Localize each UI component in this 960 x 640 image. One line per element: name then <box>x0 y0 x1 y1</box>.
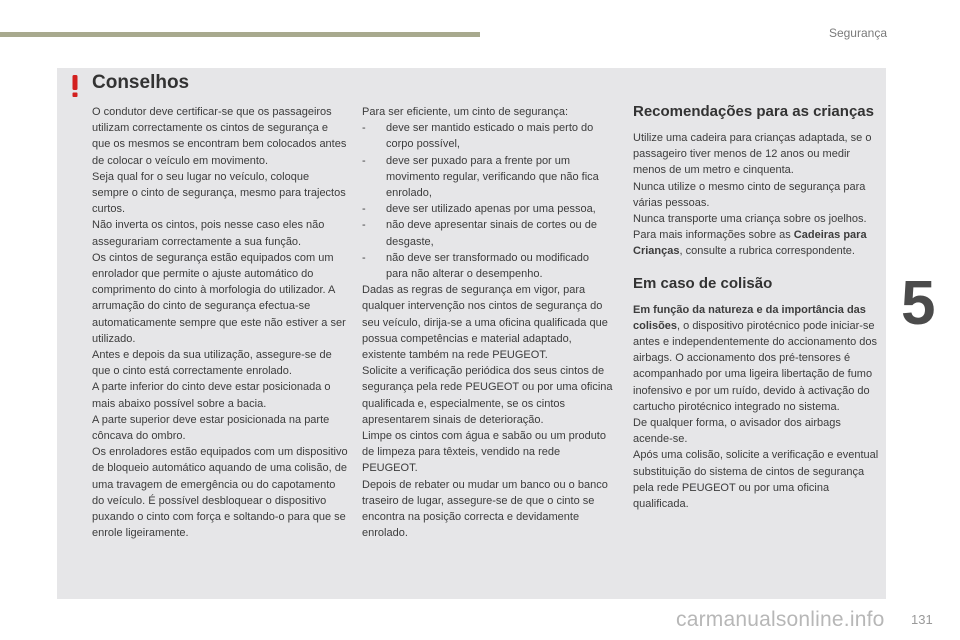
list-item-text: deve ser utilizado apenas por uma pessoa, <box>386 203 596 216</box>
page-number: 131 <box>911 612 933 627</box>
paragraph: Limpe os cintos com água e sabão ou um produto de limpeza para têxteis, vendido na rede PEUGEOT. <box>362 430 606 475</box>
child-seats-reference: Cadeiras para Crianças <box>633 229 867 258</box>
paragraph: Dadas as regras de segurança em vigor, para qualquer intervenção nos cintos de segurança do seu veículo, dirija-se a uma oficina qualificada que possua competências e material adaptado, existente também na rede PEUGEOT. <box>362 284 608 362</box>
column-1 <box>92 104 348 541</box>
paragraph: A parte superior deve estar posicionada na parte côncava do ombro. <box>92 413 330 443</box>
section-title: Segurança <box>828 26 887 40</box>
chapter-number: 5 <box>901 269 936 338</box>
paragraph: Os cintos de segurança estão equipados com um enrolador que permite o ajuste automático do comprimento do cinto à morfologia do utilizador. A arrumação do cinto de segurança efectua-se automaticamente sempre que este não estiver a ser utilizado. <box>92 251 346 345</box>
children-heading: Recomendações para as crianças <box>633 103 874 120</box>
list-item <box>362 120 614 152</box>
column-2 <box>362 104 614 541</box>
warning-icon <box>66 74 84 98</box>
list-dash: - <box>362 154 366 167</box>
list-item <box>362 153 614 202</box>
paragraph: A parte inferior do cinto deve estar posicionada o mais abaixo possível sobre a bacia. <box>92 381 331 410</box>
header-rule <box>0 32 480 37</box>
list-item <box>362 201 614 217</box>
paragraph: Depois de rebater ou mudar um banco ou o banco traseiro de lugar, assegure-se de que o cinto se encontra na posição correcta e devidamente enrolado. <box>362 478 608 540</box>
paragraph: Após uma colisão, solicite a verificação e eventual substituição do sistema de cintos de segurança pela rede PEUGEOT ou por uma oficina qualificada. <box>633 449 879 511</box>
list-item-text: deve ser mantido esticado o mais perto do corpo possível, <box>386 122 594 151</box>
list-dash: - <box>362 122 366 135</box>
text: , o dispositivo pirotécnico pode iniciar-se antes e independentemente do accionamento dos airbags. O accionamento dos pré-tensores é acompanhado por uma ligeira libertação de fumo inofensivo e por um ruído, devido à activação do cartucho pirotécnico integrado no sistema. <box>633 319 878 413</box>
paragraph: O condutor deve certificar-se que os passageiros utilizam correctamente os cintos de segurança e que os mesmos se encontram bem colocados antes de colocar o veículo em movimento. <box>92 106 347 167</box>
list-item <box>362 217 614 249</box>
paragraph: Nunca utilize o mesmo cinto de segurança para várias pessoas. <box>633 180 866 209</box>
list-item <box>362 250 614 282</box>
paragraph <box>633 302 881 415</box>
column-3 <box>633 104 881 512</box>
list-intro: Para ser eficiente, um cinto de segurança: <box>362 106 569 118</box>
list-item-text: não deve apresentar sinais de cortes ou de desgaste, <box>386 219 597 248</box>
text: , consulte a rubrica correspondente. <box>679 245 855 258</box>
paragraph: Nunca transporte uma criança sobre os joelhos. <box>633 213 867 226</box>
paragraph: Solicite a verificação periódica dos seus cintos de segurança pela rede PEUGEOT ou por uma oficina qualificada e, especialmente, se os cintos apresentarem sinais de deterioração. <box>362 365 613 426</box>
panel-title: Conselhos <box>92 72 190 93</box>
bold-lead: Em função da natureza e da importância das colisões <box>633 303 866 332</box>
paragraph: Utilize uma cadeira para crianças adaptada, se o passageiro tiver menos de 12 anos ou medir menos de um metro e cinquenta. <box>633 132 872 177</box>
list-item-text: não deve ser transformado ou modificado para não alterar o desempenho. <box>386 251 590 281</box>
paragraph: De qualquer forma, o avisador dos airbags acende-se. <box>633 417 841 446</box>
paragraph: Seja qual for o seu lugar no veículo, coloque sempre o cinto de segurança, mesmo para trajectos curtos. <box>92 170 346 216</box>
list-dash: - <box>362 203 366 216</box>
list-dash: - <box>362 219 366 232</box>
watermark: carmanualsonline.info <box>676 608 885 631</box>
list-item-text: deve ser puxado para a frente por um movimento regular, verificando que não fica enrolado, <box>386 154 599 200</box>
list-dash: - <box>362 251 366 264</box>
paragraph: Antes e depois da sua utilização, assegure-se de que o cinto está correctamente enrolado. <box>92 349 332 378</box>
paragraph <box>633 227 881 259</box>
collision-heading: Em caso de colisão <box>633 274 773 292</box>
text: Para mais informações sobre as <box>633 229 794 242</box>
paragraph: Não inverta os cintos, pois nesse caso eles não assegurariam correctamente a sua função. <box>92 219 325 248</box>
paragraph: Os enroladores estão equipados com um dispositivo de bloqueio automático aquando de uma colisão, de uma travagem de emergência ou do capotamento do veículo. É possível desbloquear o dispositivo puxando o cinto com força e soltando-o para que se enrole ligeiramente. <box>92 446 348 540</box>
